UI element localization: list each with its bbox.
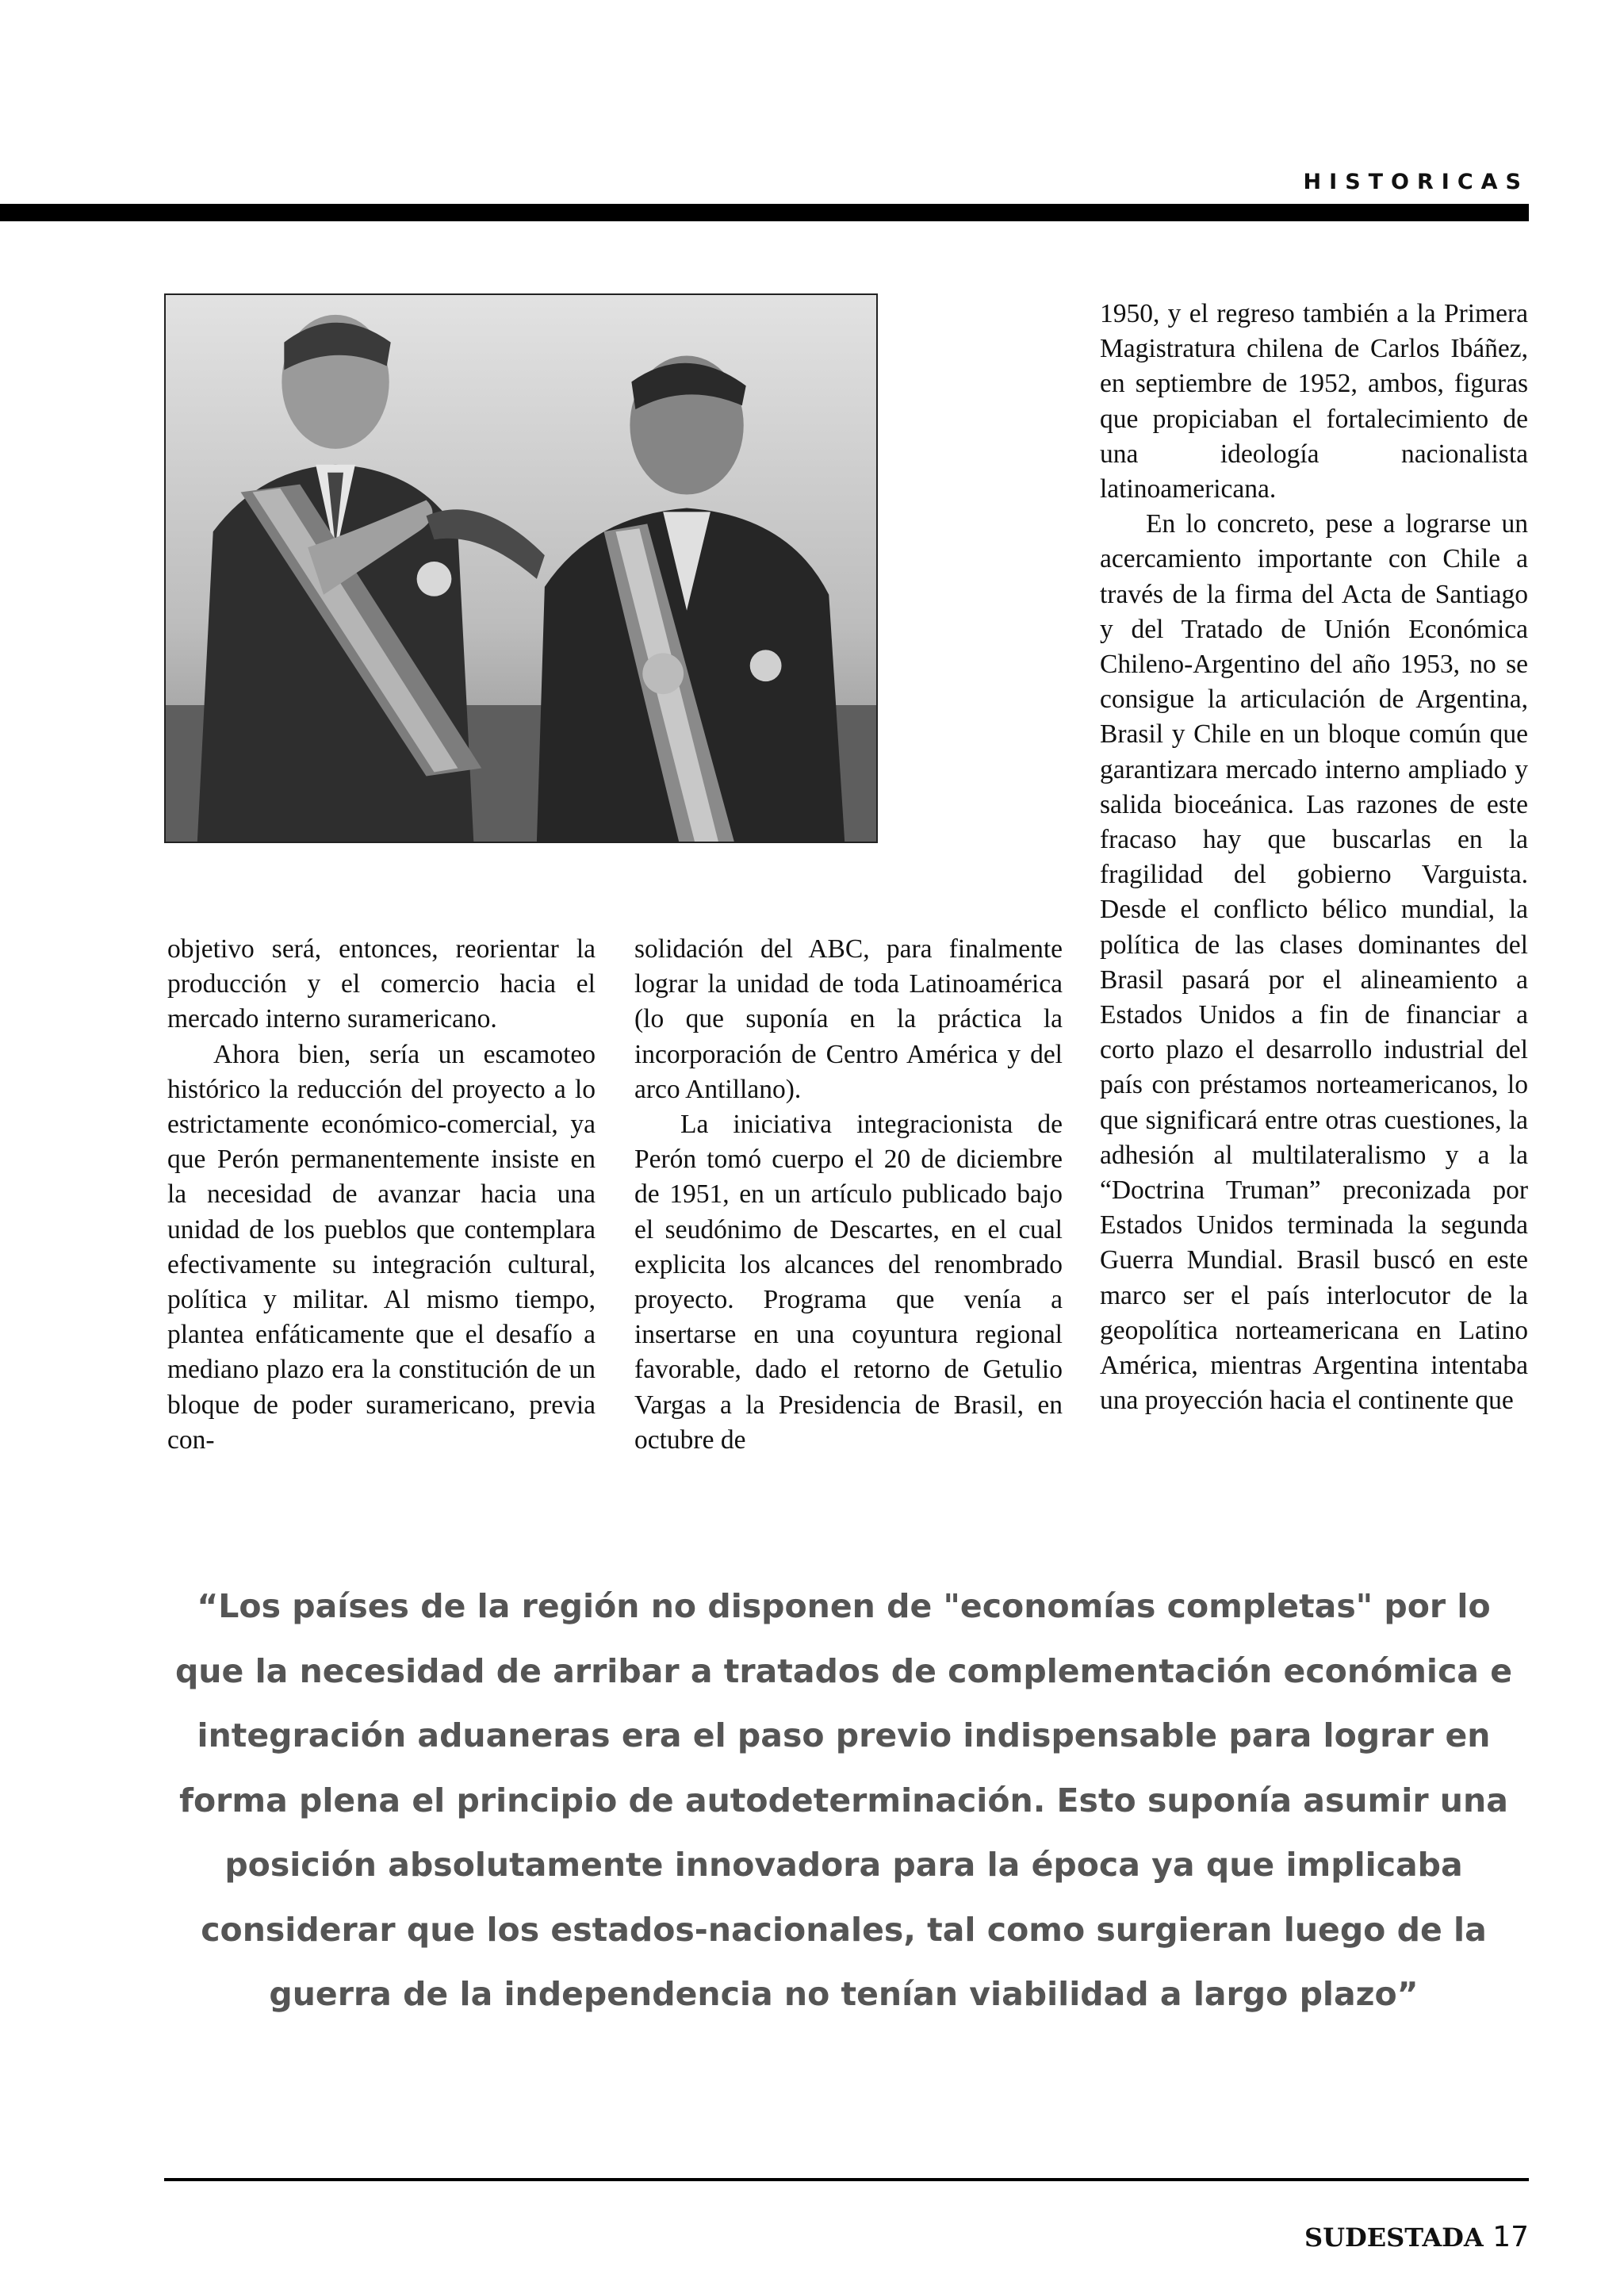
- top-rule: [0, 204, 1529, 221]
- photograph-two-men-presidential-sashes-icon: [166, 295, 876, 842]
- paragraph: solidación del ABC, para finalmente lograr la unidad de toda Latinoamérica (lo que suponía en la práctica la incorporación de Centro América y del arco Antillano).: [634, 934, 1063, 1104]
- page-footer: [1304, 2221, 1529, 2253]
- magazine-brand: SUDESTADA: [1304, 2222, 1484, 2253]
- article-column-3: [1100, 297, 1528, 1419]
- pull-quote: “Los países de la región no disponen de "economías completas" por lo que la necesidad de arribar a tratados de complementación económica e integración aduaneras era el paso previo indispensable para lograr en forma plena el principio de autodeterminación. Esto suponía asumir una posición absolutamente innovadora para la época ya que implicaba considerar que los estados-nacionales, tal como surgieran luego de la guerra de la independencia no tenían viabilidad a largo plazo”: [174, 1587, 1513, 2013]
- bottom-rule: [164, 2178, 1529, 2181]
- paragraph: Ahora bien, sería un escamoteo histórico la reducción del proyecto a lo estrictamente económico-comercial, ya que Perón permanentemente insiste en la necesidad de avanzar hacia una unidad de los pueblos que contemplara efectivamente su integración cultural, política y militar. Al mismo tiempo, plantea enfáticamente que el desafío a mediano plazo era la constitución de un bloque de poder suramericano, previa con-: [167, 1039, 596, 1455]
- article-column-2: [634, 932, 1063, 1458]
- paragraph: objetivo será, entonces, reorientar la producción y el comercio hacia el mercado interno suramericano.: [167, 934, 596, 1034]
- article-photo: [164, 293, 878, 843]
- article-column-1: [167, 932, 596, 1458]
- paragraph: La iniciativa integracionista de Perón tomó cuerpo el 20 de diciembre de 1951, en un artículo publicado bajo el seudónimo de Descartes, en el cual explicita los alcances del renombrado proyecto. Programa que venía a insertarse en una coyuntura regional favorable, dado el retorno de Getulio Vargas a la Presidencia de Brasil, en octubre de: [634, 1110, 1063, 1455]
- paragraph: 1950, y el regreso también a la Primera Magistratura chilena de Carlos Ibáñez, en septiembre de 1952, ambos, figuras que propiciaban el fortalecimiento de una ideología nacionalista latinoamericana.: [1100, 299, 1528, 504]
- page-number: 17: [1492, 2221, 1529, 2253]
- paragraph: En lo concreto, pese a lograrse un acercamiento importante con Chile a través de la firma del Acta de Santiago y del Tratado de Unión Económica Chileno-Argentino del año 1953, no se consigue la articulación de Argentina, Brasil y Chile en un bloque común que garantizara mercado interno ampliado y salida bioceánica. Las razones de este fracaso hay que buscarlas en la fragilidad del gobierno Varguista. Desde el conflicto bélico mundial, la política de las clases dominantes del Brasil pasará por el alineamiento a Estados Unidos a fin de financiar a corto plazo el desarrollo industrial del país con préstamos norteamericanos, lo que significará entre otras cuestiones, la adhesión al multilateralismo y a la “Doctrina Truman” preconizada por Estados Unidos terminada la segunda Guerra Mundial. Brasil buscó en este marco ser el país interlocutor de la geopolítica norteamericana en Latino América, mientras Argentina intentaba una proyección hacia el continente que: [1100, 509, 1528, 1416]
- section-label: HISTORICAS: [1303, 170, 1529, 194]
